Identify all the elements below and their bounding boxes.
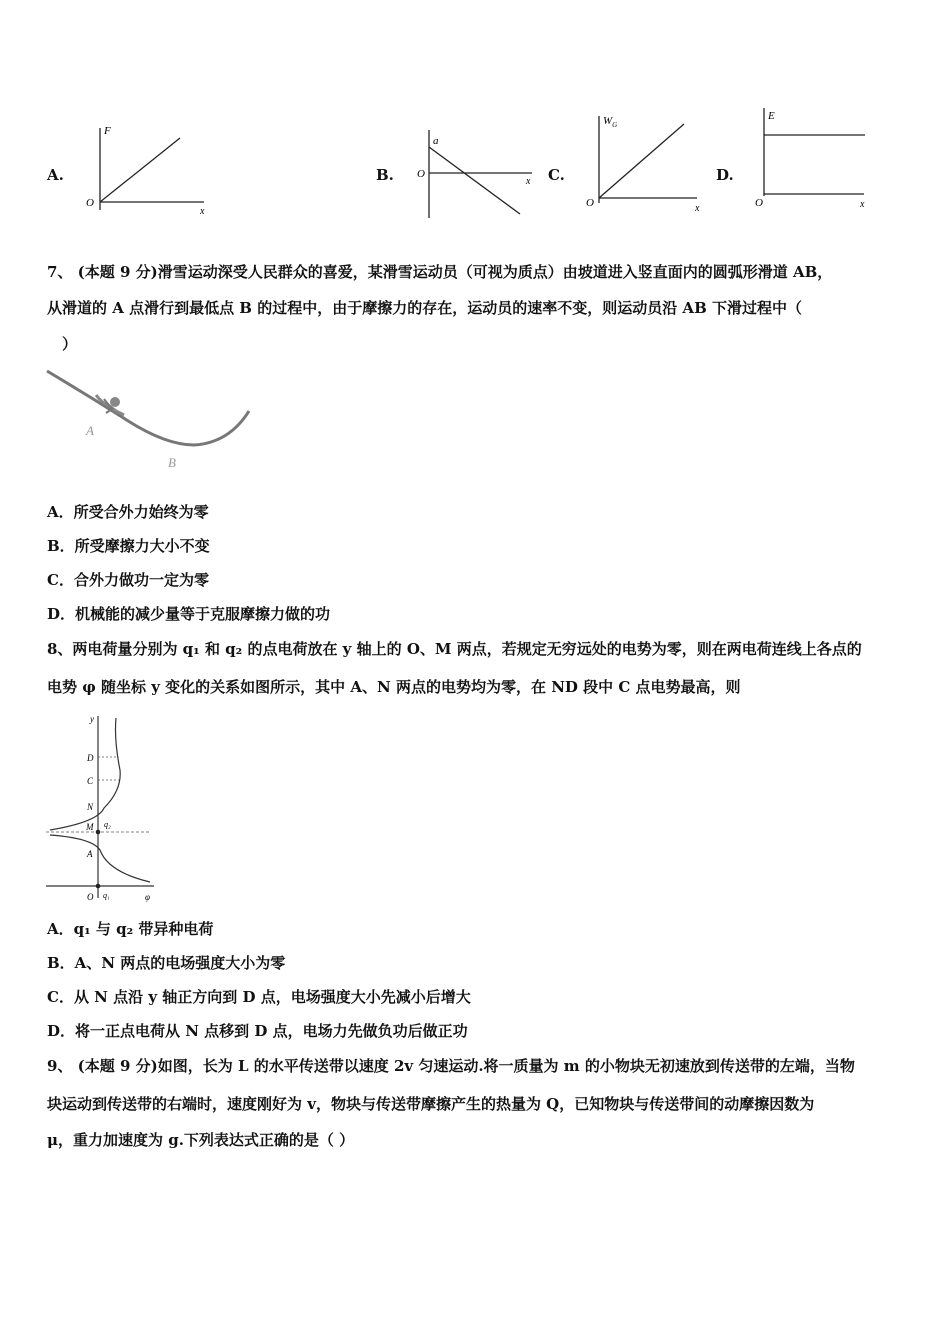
q6-graph-b	[412, 126, 542, 221]
q7-label-a: A	[86, 423, 94, 438]
q8-label-n: N	[87, 802, 94, 812]
q7-option-a: A．所受合外力始终为零	[47, 503, 209, 521]
q8-potential-graph	[42, 710, 162, 905]
q6c-origin: O	[586, 197, 594, 209]
q6a-y-label: F	[104, 125, 111, 137]
q8-label-m: M	[86, 822, 94, 832]
q6-option-b-label: B.	[376, 166, 394, 184]
q6a-x-label: x	[200, 206, 205, 217]
q7-option-b: B．所受摩擦力大小不变	[47, 537, 210, 555]
q6-option-c-label: C.	[548, 166, 565, 184]
q8-label-a: A	[87, 849, 93, 859]
q7-stem-line3: ）	[62, 335, 78, 353]
q6c-x-label: x	[695, 203, 700, 214]
q8-option-b: B．A、N 两点的电场强度大小为零	[47, 954, 286, 972]
q8-label-q2: q₂	[104, 820, 111, 829]
q7-ski-track-figure	[44, 365, 254, 475]
q8-option-d: D．将一正点电荷从 N 点移到 D 点，电场力先做负功后做正功	[47, 1022, 468, 1040]
q8-y-axis-label: y	[90, 714, 94, 724]
q6b-y-label: a	[433, 135, 439, 147]
q9-stem-line3: μ，重力加速度为 g.下列表达式正确的是（ ）	[47, 1131, 355, 1149]
q7-stem-line1: 7、 (本题 9 分)滑雪运动深受人民群众的喜爱，某滑雪运动员（可视为质点）由坡道进入竖直面内的圆弧形滑道 AB，	[47, 263, 833, 281]
q6-option-a-label: A.	[47, 166, 64, 184]
q6-graph-d	[752, 104, 877, 214]
q8-option-a: A．q₁ 与 q₂ 带异种电荷	[47, 920, 214, 938]
q6-option-d-label: D.	[716, 166, 734, 184]
q6d-origin: O	[755, 197, 763, 209]
q6b-origin: O	[417, 168, 425, 180]
q8-x-axis-label: φ	[145, 892, 150, 902]
q6-graph-c	[585, 108, 710, 220]
q8-option-c: C．从 N 点沿 y 轴正方向到 D 点，电场强度大小先减小后增大	[47, 988, 471, 1006]
q6d-y-label: E	[768, 110, 775, 122]
q6b-x-label: x	[526, 176, 531, 187]
q7-label-b: B	[168, 455, 176, 470]
q6a-origin: O	[86, 197, 94, 209]
q8-label-o: O	[87, 892, 94, 902]
q7-option-d: D．机械能的减少量等于克服摩擦力做的功	[47, 605, 331, 623]
q7-stem-line2: 从滑道的 A 点滑行到最低点 B 的过程中，由于摩擦力的存在，运动员的速率不变，则运动员沿 AB 下滑过程中（	[47, 299, 802, 317]
q9-stem-line1: 9、 (本题 9 分)如图，长为 L 的水平传送带以速度 2v 匀速运动.将一质量为 m 的小物块无初速放到传送带的左端，当物	[47, 1057, 855, 1075]
q9-stem-line2: 块运动到传送带的右端时，速度刚好为 v，物块与传送带摩擦产生的热量为 Q，已知物块与传送带间的动摩擦因数为	[47, 1095, 815, 1113]
q8-label-q1: q₁	[103, 891, 110, 900]
q7-option-c: C．合外力做功一定为零	[47, 571, 209, 589]
q8-label-d: D	[87, 753, 94, 763]
q6c-y-label: $W_G$	[603, 115, 618, 129]
q8-stem-line1: 8、两电荷量分别为 q₁ 和 q₂ 的点电荷放在 y 轴上的 O、M 两点，若规定无穷远处的电势为零，则在两电荷连线上各点的	[47, 640, 862, 658]
q8-stem-line2: 电势 φ 随坐标 y 变化的关系如图所示，其中 A、N 两点的电势均为零，在 ND 段中 C 点电势最高，则	[47, 678, 741, 696]
q6d-x-label: x	[860, 199, 865, 210]
q6-graph-a	[82, 120, 212, 220]
q8-label-c: C	[87, 776, 94, 786]
